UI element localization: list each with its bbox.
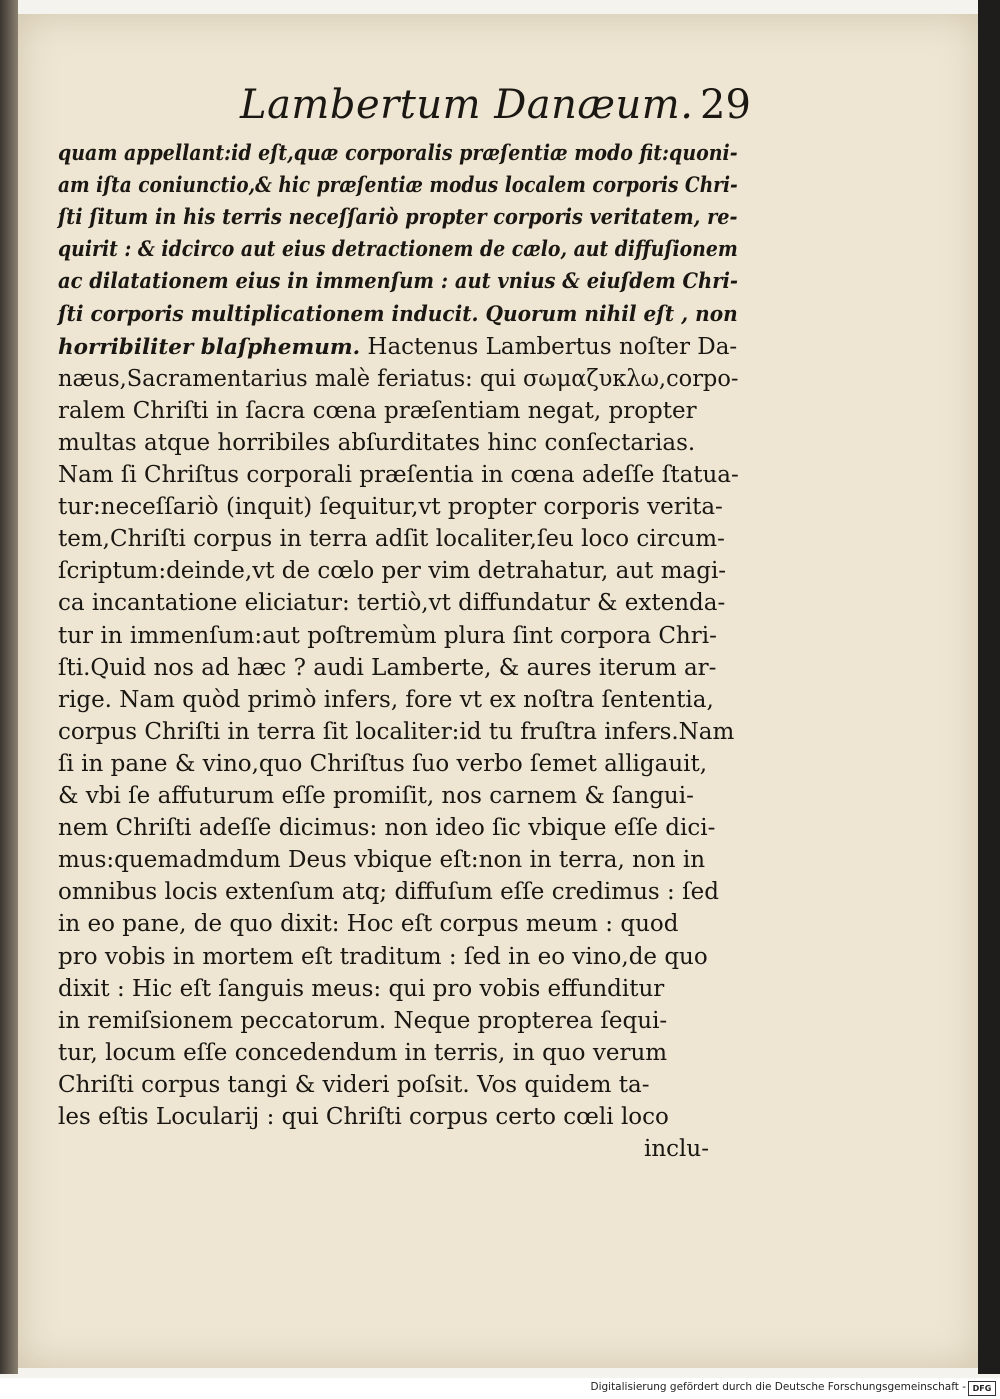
italic-segment: horribiliter blaſphemum. xyxy=(58,334,361,360)
text-line: tur:neceſſariò (inquit) ſequitur,vt propter corporis verita- xyxy=(58,494,723,521)
text-line: nem Chriſti adeſſe dicimus: non ideo ſic vbique eſſe dici- xyxy=(58,815,716,842)
text-line: ſi in pane & vino,quo Chriſtus ſuo verbo ſemet alligauit, xyxy=(58,750,708,777)
dfg-logo: DFG xyxy=(968,1381,996,1396)
text-line: mus:quemadmdum Deus vbique eſt:non in terra, non in xyxy=(58,847,706,874)
text-line: næus,Sacramentarius malè feriatus: qui σωμαζυκλω,corpo- xyxy=(58,365,739,392)
text-line: ralem Chriſti in ſacra cœna præſentiam negat, propter xyxy=(58,397,697,424)
text-line: les eſtis Locularij : qui Chriſti corpus certo cœli loco xyxy=(58,1104,669,1130)
text-line: ca incantatione eliciatur: tertiò,vt diffundatur & extenda- xyxy=(58,590,726,617)
text-line: quirit : & idcirco aut eius detractionem de cælo, aut diffuſionem xyxy=(58,237,738,263)
text-line: corpus Chriſti in terra ſit localiter:id tu fruſtra infers.Nam xyxy=(58,718,735,745)
text-line: tur in immenſum:aut poſtremùm plura ſint corpora Chri- xyxy=(58,622,717,649)
text-line: tem,Chriſti corpus in terra adſit localiter,ſeu loco circum- xyxy=(58,526,725,553)
text-line: ſti ſitum in his terris neceſſariò propter corporis veritatem, re- xyxy=(58,205,738,231)
text-line: quam appellant:id eſt,quæ corporalis præſentiæ modo fit:quoni- xyxy=(58,141,738,166)
text-line: dixit : Hic eſt ſanguis meus: qui pro vobis effunditur xyxy=(58,975,665,1002)
right-scan-edge xyxy=(978,0,1000,1374)
text-line: in eo pane, de quo dixit: Hoc eſt corpus meum : quod xyxy=(58,911,679,938)
running-title: Lambertum Danæum. xyxy=(240,82,694,128)
page-number: 29 xyxy=(700,82,751,128)
text-line: tur, locum eſſe concedendum in terris, in quo verum xyxy=(58,1039,668,1066)
text-line: rige. Nam quòd primò infers, fore vt ex noſtra ſententia, xyxy=(58,686,714,713)
text-line: ſti.Quid nos ad hæc ? audi Lamberte, & aures iterum ar- xyxy=(58,654,717,681)
roman-segment: Hactenus Lambertus noſter Da- xyxy=(360,333,738,360)
text-line: am iſta coniunctio,& hic præſentiæ modus localem corporis Chri- xyxy=(58,173,738,199)
text-line: multas atque horribiles abſurditates hinc conſectarias. xyxy=(58,429,696,456)
left-binding-edge xyxy=(0,0,18,1374)
text-line: Nam ſi Chriſtus corporali præſentia in cœna adeſſe ſtatua- xyxy=(58,462,739,488)
text-line: ac dilatationem eius in immenſum : aut vnius & eiuſdem Chri- xyxy=(58,269,739,295)
text-line: pro vobis in mortem eſt traditum : ſed in eo vino,de quo xyxy=(58,943,708,970)
text-line: & vbi ſe affuturum eſſe promiſit, nos carnem & ſangui- xyxy=(58,783,694,809)
text-line: Chriſti corpus tangi & videri poſsit. Vos quidem ta- xyxy=(58,1071,650,1098)
funding-credit: Digitalisierung gefördert durch die Deutsche Forschungsgemeinschaft - xyxy=(590,1381,966,1393)
text-line: ſcriptum:deinde,vt de cœlo per vim detrahatur, aut magi- xyxy=(58,558,727,585)
text-line: in remiſsionem peccatorum. Neque propterea ſequi- xyxy=(58,1007,668,1034)
text-line: omnibus locis extenſum atq; diffuſum eſſe credimus : ſed xyxy=(58,879,719,906)
footer-bar xyxy=(0,1378,1000,1399)
text-line: ſti corporis multiplicationem inducit. Quorum nihil eſt , non xyxy=(58,301,738,327)
text-line xyxy=(58,331,738,365)
catchword: inclu- xyxy=(644,1136,709,1163)
page-header xyxy=(230,78,750,138)
